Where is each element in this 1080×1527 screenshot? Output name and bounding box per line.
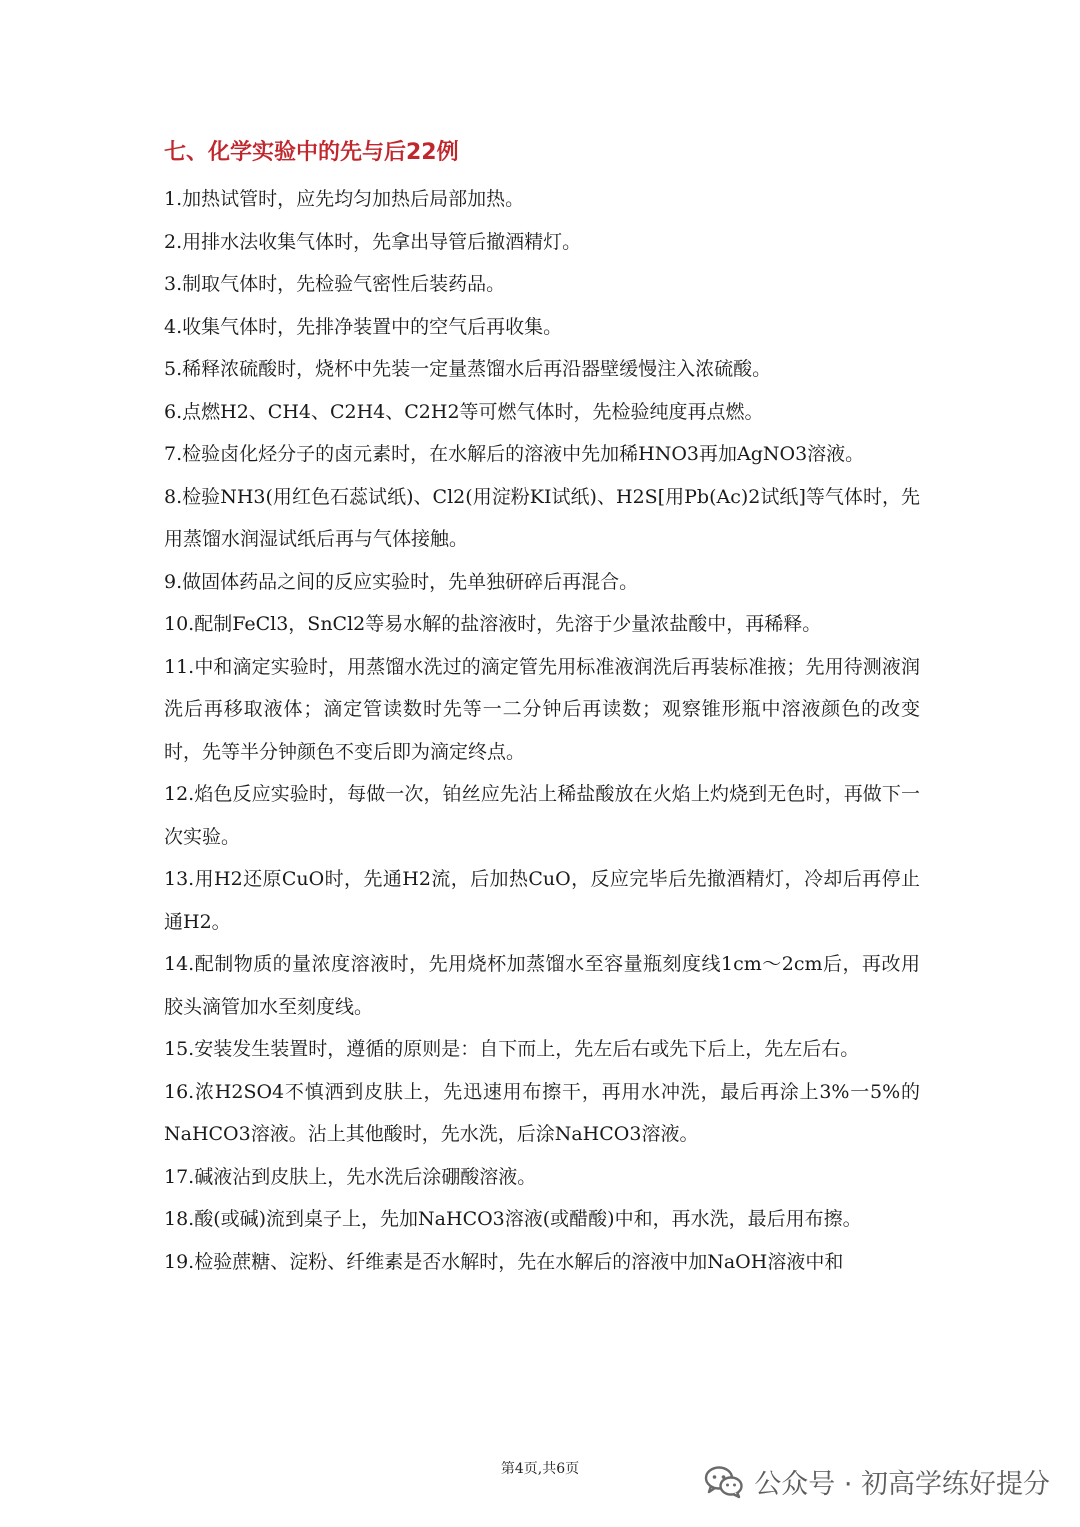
list-item: 2.用排水法收集气体时，先拿出导管后撤酒精灯。 <box>164 230 582 253</box>
list-item: 16.浓H2SO4不慎洒到皮肤上，先迅速用布擦干，再用水冲洗，最后再涂上3%一5%的NaHCO3溶液。沾上其他酸时，先水洗，后涂NaHCO3溶液。 <box>164 1080 920 1145</box>
list-item: 15.安装发生装置时，遵循的原则是：自下而上，先左后右或先下后上，先左后右。 <box>164 1038 860 1060</box>
list-item: 4.收集气体时，先排净装置中的空气后再收集。 <box>164 315 563 338</box>
page-number: 第4页,共6页 <box>500 1461 580 1477</box>
list-item: 17.碱液沾到皮肤上，先水洗后涂硼酸溶液。 <box>164 1165 537 1188</box>
list-item: 3.制取气体时，先检验气密性后装药品。 <box>164 273 506 295</box>
list-item: 1.加热试管时，应先均匀加热后局部加热。 <box>164 188 525 210</box>
section-heading: 七、化学实验中的先与后22例 <box>164 140 459 165</box>
list-item: 12.焰色反应实验时，每做一次，铂丝应先沾上稀盐酸放在火焰上灼烧到无色时，再做下一次实验。 <box>164 783 920 848</box>
list-item: 13.用H2还原CuO时，先通H2流，后加热CuO，反应完毕后先撤酒精灯，冷却后再停止通H2。 <box>164 868 920 933</box>
rule-list <box>164 178 920 1283</box>
list-item: 11.中和滴定实验时，用蒸馏水洗过的滴定管先用标准液润洗后再装标准掖；先用待测液润洗后再移取液体；滴定管读数时先等一二分钟后再读数；观察锥形瓶中溶液颜色的改变时，先等半分钟颜色不变后即为滴定终点。 <box>164 655 920 763</box>
watermark-text: 公众号 · 初高学练好提分 <box>754 1469 1050 1500</box>
list-item: 8.检验NH3(用红色石蕊试纸)、Cl2(用淀粉KI试纸)、H2S[用Pb(Ac)2试纸]等气体时，先用蒸馏水润湿试纸后再与气体接触。 <box>164 485 920 550</box>
list-item: 9.做固体药品之间的反应实验时，先单独研碎后再混合。 <box>164 570 639 593</box>
list-item: 14.配制物质的量浓度溶液时，先用烧杯加蒸馏水至容量瓶刻度线1cm～2cm后，再改用胶头滴管加水至刻度线。 <box>164 953 920 1018</box>
list-item: 7.检验卤化烃分子的卤元素时，在水解后的溶液中先加稀HNO3再加AgNO3溶液。 <box>164 443 865 465</box>
list-item: 18.酸(或碱)流到桌子上，先加NaHCO3溶液(或醋酸)中和，再水洗，最后用布擦。 <box>164 1208 862 1230</box>
list-item: 19.检验蔗糖、淀粉、纤维素是否水解时，先在水解后的溶液中加NaOH溶液中和 <box>164 1250 844 1273</box>
watermark <box>704 1462 1050 1501</box>
wechat-icon <box>704 1465 744 1499</box>
list-item: 6.点燃H2、CH4、C2H4、C2H2等可燃气体时，先检验纯度再点燃。 <box>164 400 764 423</box>
list-item: 10.配制FeCl3，SnCl2等易水解的盐溶液时，先溶于少量浓盐酸中，再稀释。 <box>164 613 822 635</box>
list-item: 5.稀释浓硫酸时，烧杯中先装一定量蒸馏水后再沿器壁缓慢注入浓硫酸。 <box>164 358 772 380</box>
